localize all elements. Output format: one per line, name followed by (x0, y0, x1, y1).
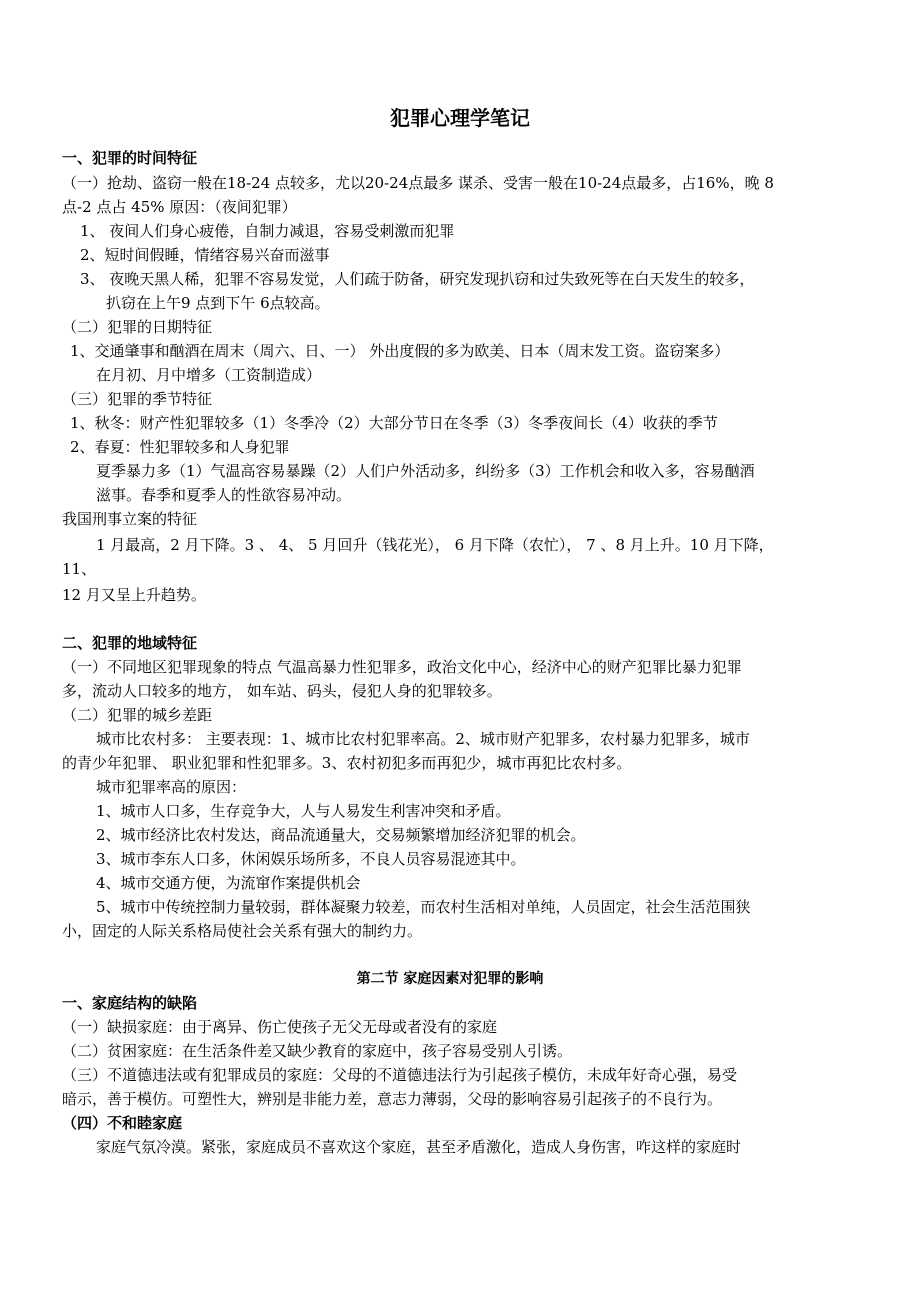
paragraph-line: 扒窃在上午9 点到下午 6点较高。 (106, 294, 330, 312)
paragraph-line: 夏季暴力多（1）气温高容易暴躁（2）人们户外活动多，纠纷多（3）工作机会和收入多，容易酗酒 (96, 462, 755, 480)
paragraph-line: 1 月最高，2 月下降。3 、 4、 5 月回升（钱花光）， 6 月下降（农忙）， 7 、8 月上升。10 月下降， (96, 536, 774, 554)
paragraph-line: 11、 (62, 560, 97, 578)
paragraph-line: （三）不道德违法或有犯罪成员的家庭：父母的不道德违法行为引起孩子模仿，未成年好奇心强，易受 (62, 1066, 738, 1084)
list-item: 2、春夏：性犯罪较多和人身犯罪 (70, 438, 290, 456)
subheading: （四）不和睦家庭 (62, 1114, 183, 1132)
section-heading-region: 二、犯罪的地域特征 (62, 634, 198, 652)
list-item: 5、城市中传统控制力量较弱，群体凝聚力较差，而农村生活相对单纯，人员固定，社会生活范围狭 (96, 898, 751, 916)
list-item: 3、 夜晚天黑人稀，犯罪不容易发觉，人们疏于防备，研究发现扒窃和过失致死等在白天发生的较多， (80, 270, 755, 288)
section-title-family: 第二节 家庭因素对犯罪的影响 (356, 971, 544, 987)
section-heading-family-structure: 一、家庭结构的缺陷 (62, 994, 198, 1012)
page-title: 犯罪心理学笔记 (390, 106, 530, 130)
paragraph-line: 多，流动人口较多的地方， 如车站、码头，侵犯人身的犯罪较多。 (62, 682, 502, 700)
paragraph-line: 城市犯罪率高的原因： (96, 778, 247, 796)
paragraph-line: 点-2 点占 45% 原因：（夜间犯罪） (62, 198, 297, 216)
list-item: 1、交通肇事和酗酒在周末（周六、日、一） 外出度假的多为欧美、日本（周末发工资。盗窃案多） (70, 342, 730, 360)
paragraph-line: 在月初、月中增多（工资制造成） (96, 366, 322, 384)
subheading: （二）犯罪的城乡差距 (62, 706, 213, 724)
paragraph-line: 12 月又呈上升趋势。 (62, 586, 206, 604)
list-item: 2、短时间假睡，情绪容易兴奋而滋事 (80, 246, 330, 264)
paragraph-line: （一）不同地区犯罪现象的特点 气温高暴力性犯罪多，政治文化中心，经济中心的财产犯罪比暴力犯罪 (62, 658, 742, 676)
subheading: （二）犯罪的日期特征 (62, 318, 213, 336)
list-item: 1、城市人口多，生存竞争大，人与人易发生利害冲突和矛盾。 (96, 802, 511, 820)
section-heading-time: 一、犯罪的时间特征 (62, 149, 198, 167)
paragraph-line: （一）缺损家庭：由于离异、伤亡使孩子无父无母或者没有的家庭 (62, 1018, 498, 1036)
paragraph-line: 的青少年犯罪、 职业犯罪和性犯罪多。3、农村初犯多而再犯少，城市再犯比农村多。 (62, 754, 632, 772)
list-item: 3、城市李东人口多，休闲娱乐场所多，不良人员容易混迹其中。 (96, 850, 526, 868)
paragraph-line: 我国刑事立案的特征 (62, 510, 198, 528)
subheading: （三）犯罪的季节特征 (62, 390, 213, 408)
paragraph-line: （一）抢劫、盗窃一般在18-24 点较多，尤以20-24点最多 谋杀、受害一般在10-24点最多，占16%，晚 8 (62, 174, 774, 192)
paragraph-line: 暗示，善于模仿。可塑性大，辨别是非能力差，意志力薄弱，父母的影响容易引起孩子的不良行为。 (62, 1090, 723, 1108)
paragraph-line: （二）贫困家庭：在生活条件差又缺少教育的家庭中，孩子容易受别人引诱。 (62, 1042, 573, 1060)
paragraph-line: 家庭气氛冷漠。紧张，家庭成员不喜欢这个家庭，甚至矛盾激化，造成人身伤害，咋这样的家庭时 (96, 1138, 742, 1156)
paragraph-line: 城市比农村多： 主要表现：1、城市比农村犯罪率高。2、城市财产犯罪多，农村暴力犯罪多，城市 (96, 730, 750, 748)
list-item: 4、城市交通方便，为流窜作案提供机会 (96, 874, 361, 892)
paragraph-line: 滋事。春季和夏季人的性欲容易冲动。 (96, 486, 352, 504)
list-item: 2、城市经济比农村发达，商品流通量大，交易频繁增加经济犯罪的机会。 (96, 826, 586, 844)
list-item: 1、 夜间人们身心疲倦，自制力减退，容易受刺激而犯罪 (80, 222, 455, 240)
list-item: 1、秋冬：财产性犯罪较多（1）冬季冷（2）大部分节日在冬季（3）冬季夜间长（4）收获的季节 (70, 414, 718, 432)
paragraph-line: 小，固定的人际关系格局使社会关系有强大的制约力。 (62, 922, 423, 940)
